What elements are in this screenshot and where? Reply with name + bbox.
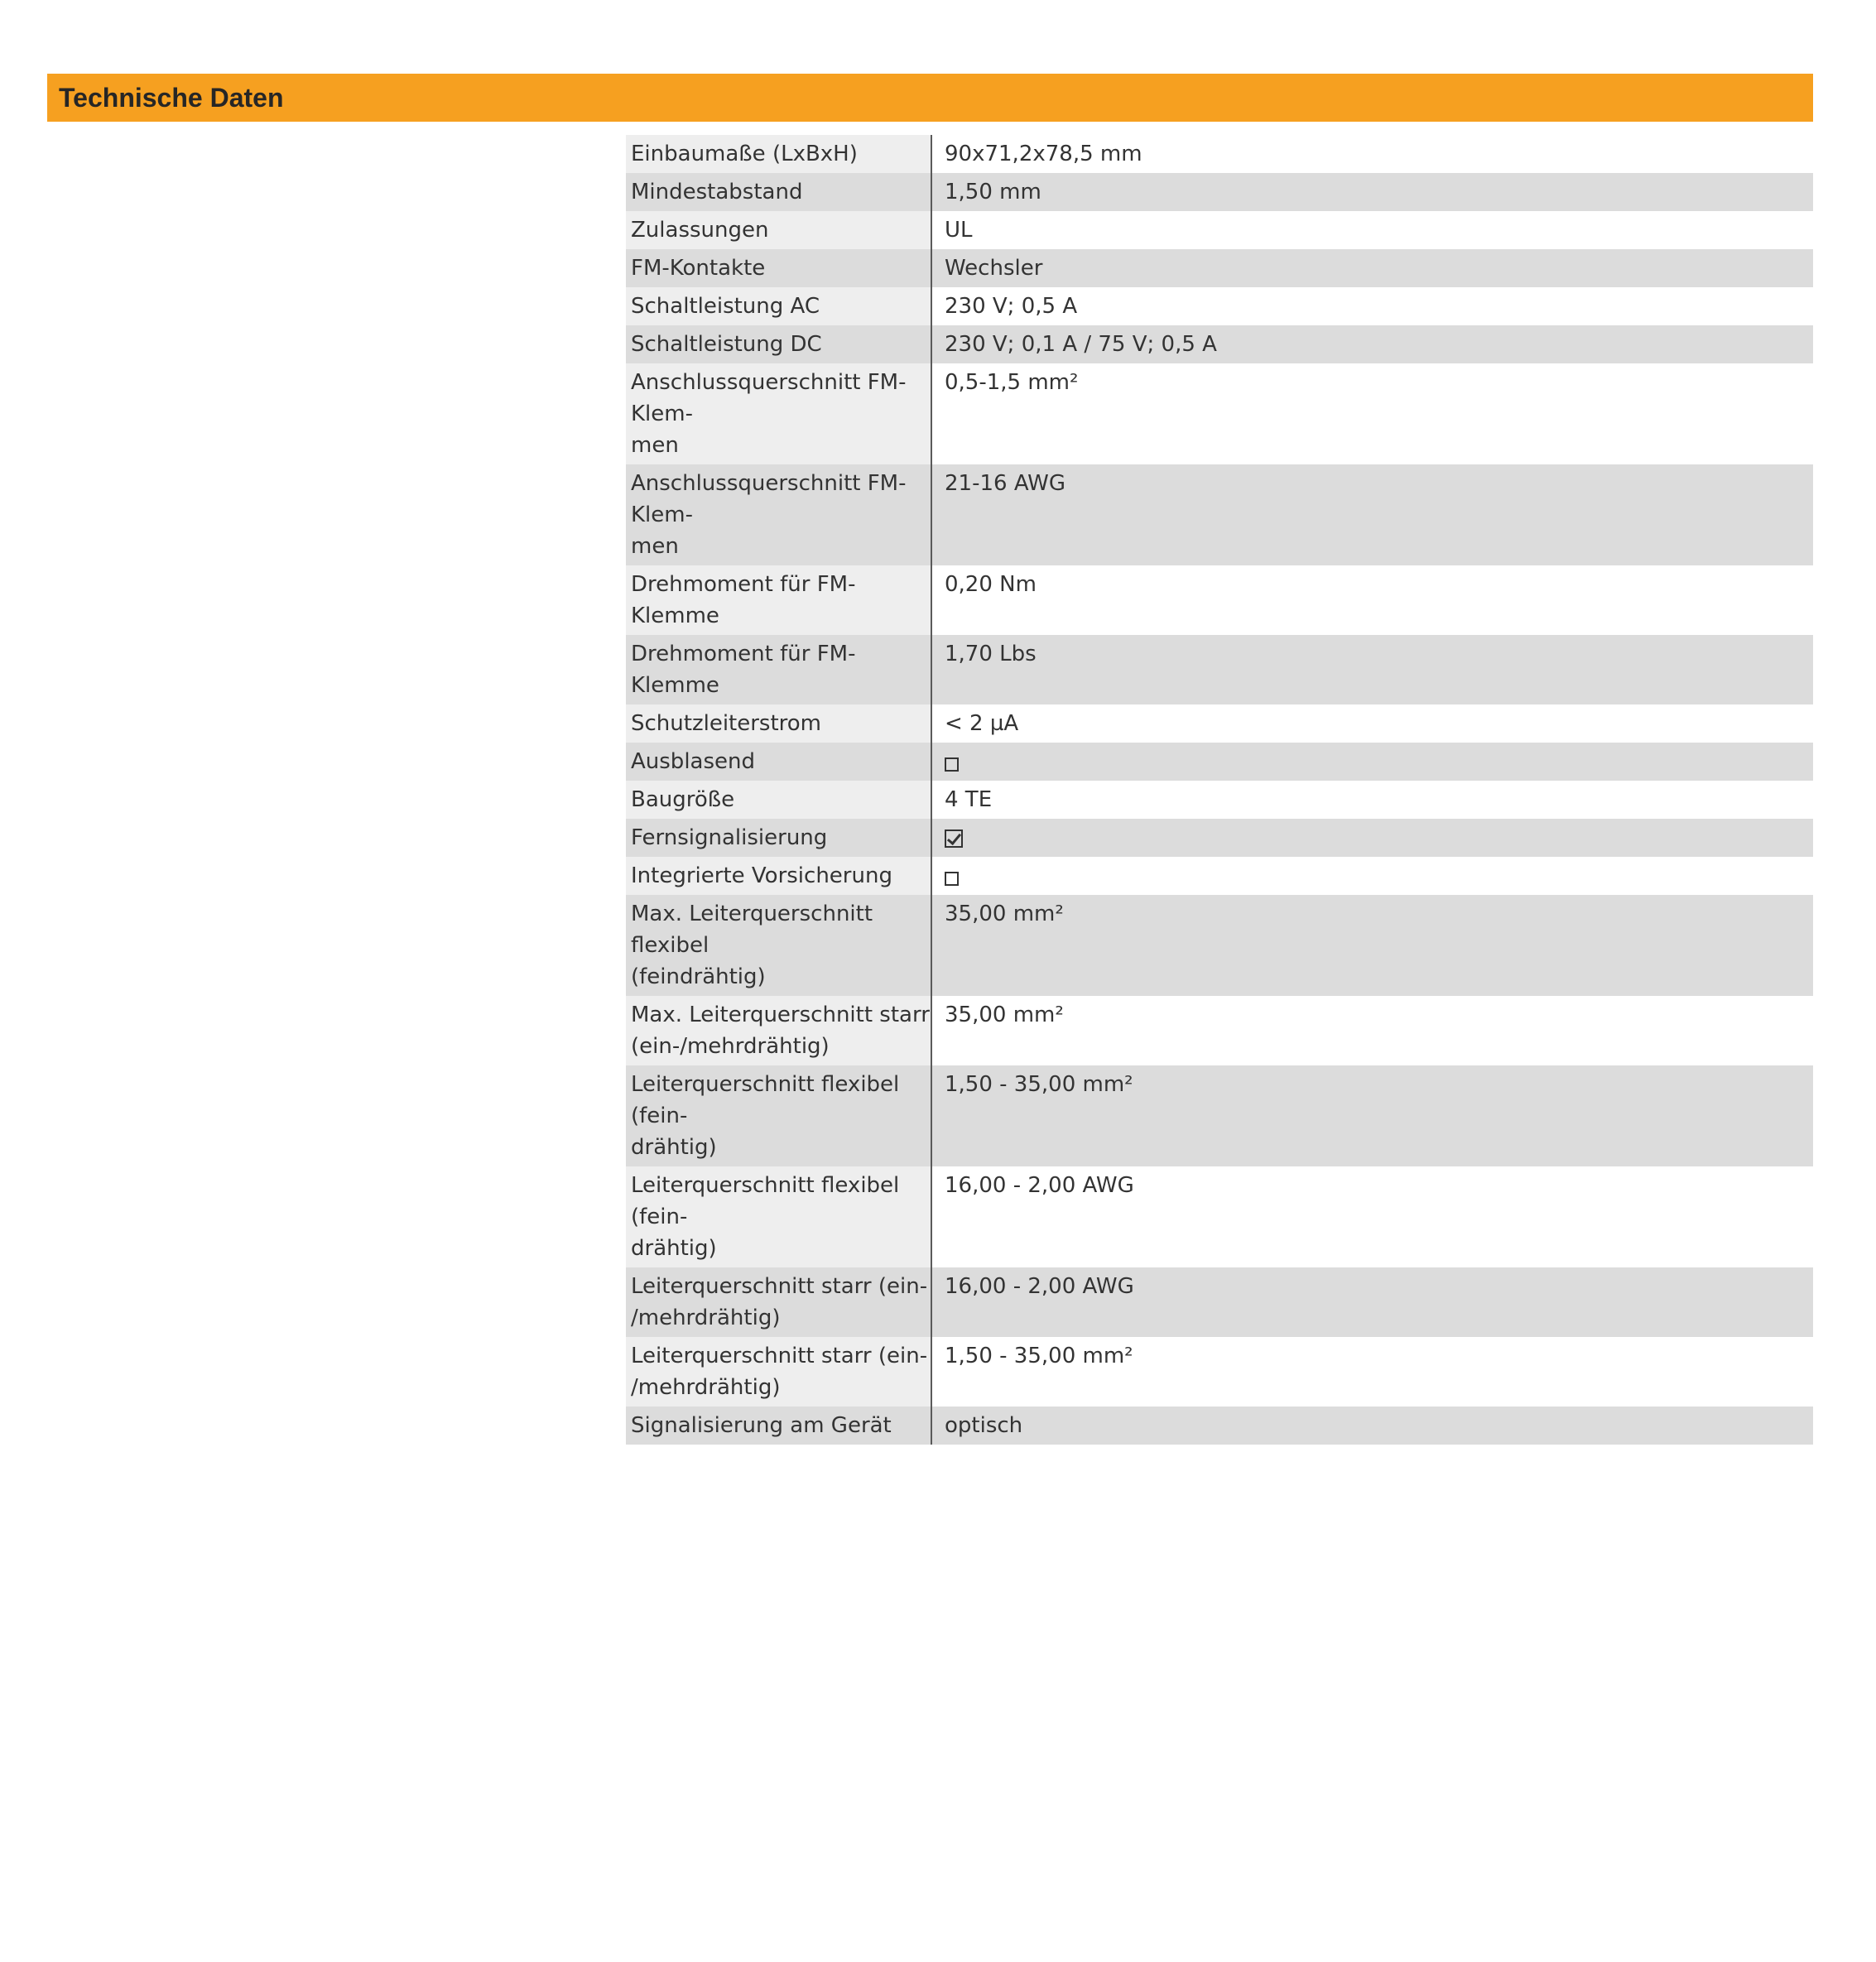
spec-value: 16,00 - 2,00 AWG bbox=[931, 1166, 1813, 1267]
spec-label: Schutzleiterstrom bbox=[626, 704, 931, 743]
spec-row bbox=[626, 464, 1813, 565]
spec-value: 1,50 - 35,00 mm² bbox=[931, 1337, 1813, 1407]
checked-checkbox-icon bbox=[945, 830, 963, 848]
spec-value: 90x71,2x78,5 mm bbox=[931, 135, 1813, 173]
unchecked-checkbox-icon bbox=[945, 872, 959, 886]
spec-row bbox=[626, 1337, 1813, 1407]
spec-row bbox=[626, 743, 1813, 781]
spec-label: Max. Leiterquerschnitt starr (ein-/mehrdrähtig) bbox=[626, 996, 931, 1065]
spec-value: optisch bbox=[931, 1407, 1813, 1445]
spec-label: Ausblasend bbox=[626, 743, 931, 781]
technical-data-table-body bbox=[626, 135, 1813, 1445]
spec-value: 1,50 - 35,00 mm² bbox=[931, 1065, 1813, 1166]
spec-value bbox=[931, 857, 1813, 895]
spec-label: Leiterquerschnitt starr (ein- /mehrdrähtig) bbox=[626, 1337, 931, 1407]
spec-row bbox=[626, 996, 1813, 1065]
spec-label: Mindestabstand bbox=[626, 173, 931, 211]
spec-label: Anschlussquerschnitt FM-Klem- men bbox=[626, 464, 931, 565]
spec-row bbox=[626, 635, 1813, 704]
unchecked-checkbox-icon bbox=[945, 757, 959, 772]
spec-row bbox=[626, 287, 1813, 325]
spec-row bbox=[626, 173, 1813, 211]
spec-row bbox=[626, 819, 1813, 857]
spec-label: Einbaumaße (LxBxH) bbox=[626, 135, 931, 173]
spec-row bbox=[626, 565, 1813, 635]
spec-label: Baugröße bbox=[626, 781, 931, 819]
spec-label: Zulassungen bbox=[626, 211, 931, 249]
spec-value: 230 V; 0,1 A / 75 V; 0,5 A bbox=[931, 325, 1813, 363]
section-title: Technische Daten bbox=[59, 83, 284, 113]
spec-label: Leiterquerschnitt flexibel (fein- drähtig) bbox=[626, 1166, 931, 1267]
spec-value: < 2 µA bbox=[931, 704, 1813, 743]
spec-value: 0,20 Nm bbox=[931, 565, 1813, 635]
spec-row bbox=[626, 704, 1813, 743]
spec-value: 230 V; 0,5 A bbox=[931, 287, 1813, 325]
technical-data-table bbox=[626, 135, 1813, 1445]
spec-value bbox=[931, 743, 1813, 781]
spec-label: Schaltleistung DC bbox=[626, 325, 931, 363]
spec-row bbox=[626, 249, 1813, 287]
spec-row bbox=[626, 1065, 1813, 1166]
spec-value: UL bbox=[931, 211, 1813, 249]
spec-label: Anschlussquerschnitt FM-Klem- men bbox=[626, 363, 931, 464]
spec-row bbox=[626, 325, 1813, 363]
spec-label: Integrierte Vorsicherung bbox=[626, 857, 931, 895]
spec-row bbox=[626, 1166, 1813, 1267]
spec-label: Leiterquerschnitt flexibel (fein- drähtig) bbox=[626, 1065, 931, 1166]
spec-value: 4 TE bbox=[931, 781, 1813, 819]
spec-value: 35,00 mm² bbox=[931, 996, 1813, 1065]
spec-value: 35,00 mm² bbox=[931, 895, 1813, 996]
spec-row bbox=[626, 1267, 1813, 1337]
spec-label: Fernsignalisierung bbox=[626, 819, 931, 857]
spec-value: 1,70 Lbs bbox=[931, 635, 1813, 704]
spec-row bbox=[626, 857, 1813, 895]
spec-value bbox=[931, 819, 1813, 857]
spec-value: 0,5-1,5 mm² bbox=[931, 363, 1813, 464]
spec-row bbox=[626, 781, 1813, 819]
spec-label: Schaltleistung AC bbox=[626, 287, 931, 325]
spec-row bbox=[626, 135, 1813, 173]
spec-label: Max. Leiterquerschnitt flexibel (feindrähtig) bbox=[626, 895, 931, 996]
spec-label: FM-Kontakte bbox=[626, 249, 931, 287]
spec-row bbox=[626, 1407, 1813, 1445]
spec-value: 1,50 mm bbox=[931, 173, 1813, 211]
spec-label: Drehmoment für FM-Klemme bbox=[626, 565, 931, 635]
spec-value: 21-16 AWG bbox=[931, 464, 1813, 565]
spec-value: Wechsler bbox=[931, 249, 1813, 287]
spec-value: 16,00 - 2,00 AWG bbox=[931, 1267, 1813, 1337]
spec-row bbox=[626, 895, 1813, 996]
section-header-bar bbox=[47, 74, 1813, 122]
spec-label: Drehmoment für FM-Klemme bbox=[626, 635, 931, 704]
spec-label: Signalisierung am Gerät bbox=[626, 1407, 931, 1445]
spec-row bbox=[626, 211, 1813, 249]
spec-row bbox=[626, 363, 1813, 464]
spec-label: Leiterquerschnitt starr (ein- /mehrdrähtig) bbox=[626, 1267, 931, 1337]
